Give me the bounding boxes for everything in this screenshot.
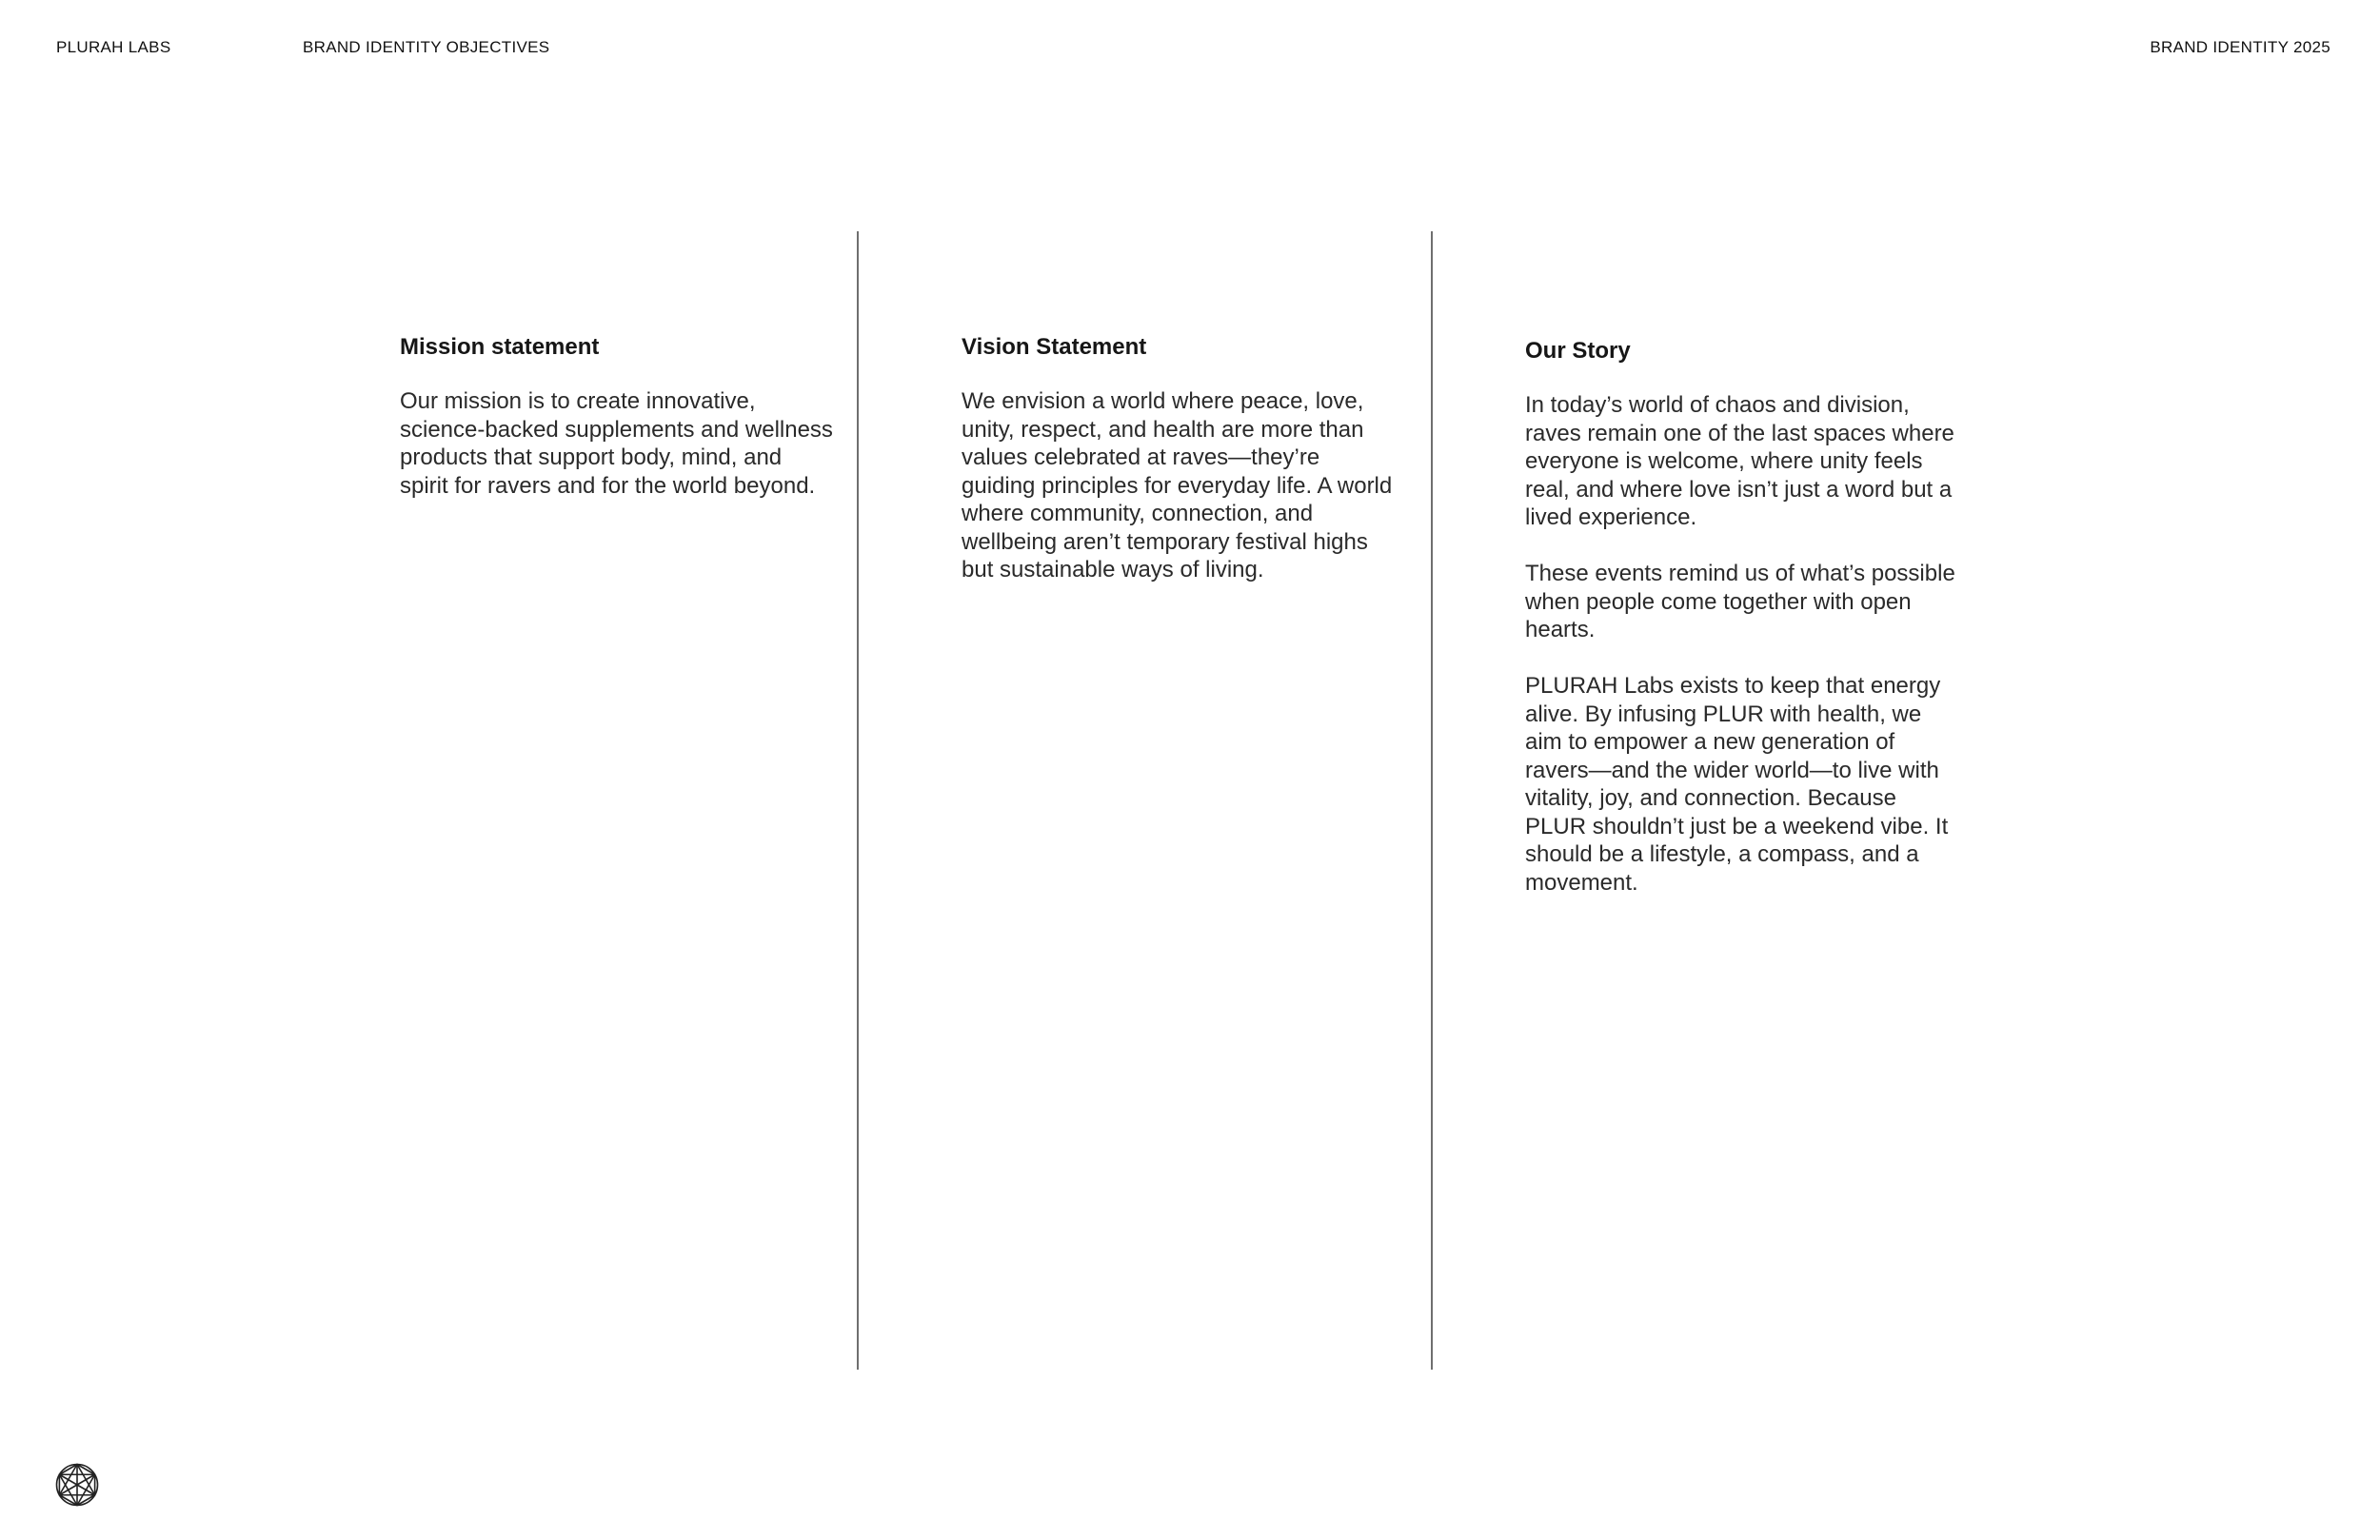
document-title: BRAND IDENTITY 2025 — [2150, 38, 2330, 56]
vision-paragraph: We envision a world where peace, love, unity, respect, and health are more than values celebrated at raves—they’re guiding principles for everyday life. A world where community, connection, and wellbeing aren’t temporary festival highs but sustainable ways of living. — [962, 388, 1393, 582]
story-column — [1525, 337, 1958, 925]
story-paragraph: These events remind us of what’s possible when people come together with open hearts. — [1525, 561, 1955, 642]
vision-column — [962, 333, 1395, 612]
column-divider — [1431, 231, 1433, 1370]
vision-heading: Vision Statement — [962, 334, 1147, 360]
mission-heading: Mission statement — [400, 334, 600, 360]
mission-column — [400, 333, 833, 528]
mission-paragraph: Our mission is to create innovative, science-backed supplements and wellness products that support body, mind, and spirit for ravers and for the world beyond. — [400, 388, 833, 499]
section-title: BRAND IDENTITY OBJECTIVES — [303, 38, 550, 56]
brand-name: PLURAH LABS — [56, 38, 171, 56]
column-divider — [857, 231, 859, 1370]
geometric-flower-logo-icon — [55, 1463, 99, 1507]
story-heading: Our Story — [1525, 338, 1631, 364]
story-paragraph: In today’s world of chaos and division, raves remain one of the last spaces where everyone is welcome, where unity feels real, and where love isn’t just a word but a lived experience. — [1525, 392, 1954, 530]
story-paragraph: PLURAH Labs exists to keep that energy alive. By infusing PLUR with health, we aim to empower a new generation of ravers—and the wider world—to live with vitality, joy, and connection. Because PLUR shouldn’t just be a weekend vibe. It should be a lifestyle, a compass, and a movement. — [1525, 673, 1949, 896]
